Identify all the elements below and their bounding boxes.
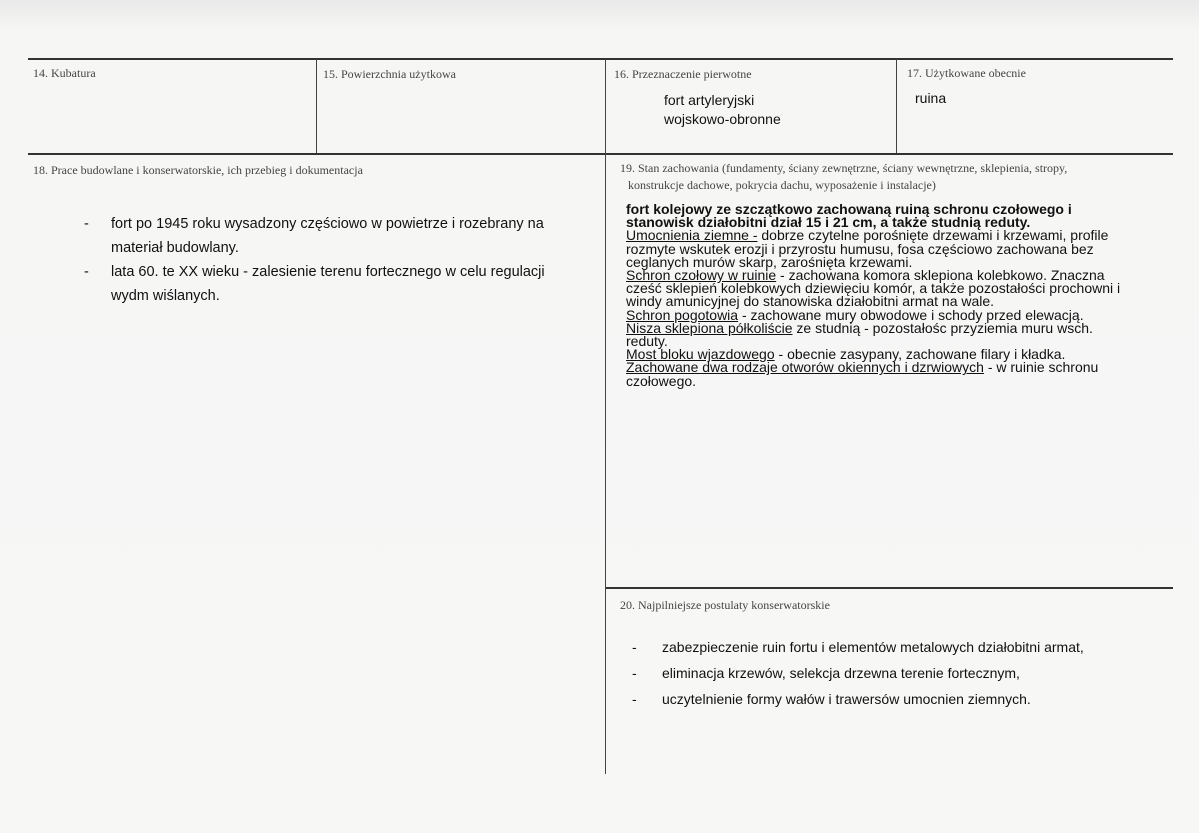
list-item-text: uczytelnienie formy wałów i trawersów umocnien ziemnych. — [662, 691, 1031, 707]
list-dash: - — [84, 264, 89, 280]
divider-15-16 — [605, 59, 606, 774]
field-16-value-line1: fort artyleryjski — [664, 92, 755, 108]
field-16-value-line2: wojskowo-obronne — [664, 111, 781, 127]
entry-text: - w ruinie schronu czołowego. — [626, 359, 1099, 389]
field-16-label: 16. Przeznaczenie pierwotne — [614, 67, 752, 81]
list-item-text: fort po 1945 roku wysadzony częściowo w powietrze i rozebrany na materiał budowlany. — [111, 216, 544, 256]
list-item — [632, 686, 1172, 712]
list-item — [84, 212, 584, 260]
list-item-text: lata 60. te XX wieku - zalesienie terenu fortecznego w celu regulacji wydm wiślanych. — [111, 264, 545, 304]
entry-term: Schron pogotowia — [626, 306, 739, 323]
condition-entry — [626, 361, 1121, 387]
entry-text: - obecnie zasypany, zachowane filary i kładka. — [774, 346, 1066, 363]
field-18-label: 18. Prace budowlane i konserwatorskie, ich przebieg i dokumentacja — [33, 163, 363, 177]
field-14-label: 14. Kubatura — [33, 66, 96, 80]
field-19-label-line2: konstrukcje dachowe, pokrycia dachu, wyposażenie i instalacje) — [628, 178, 936, 192]
list-dash: - — [632, 639, 637, 655]
list-item — [632, 634, 1172, 660]
section-20-rule — [605, 587, 1173, 589]
field-20-label: 20. Najpilniejsze postulaty konserwatorskie — [620, 598, 830, 612]
field-17-value: ruina — [915, 90, 947, 106]
list-dash: - — [632, 691, 637, 707]
condition-entry — [626, 229, 1121, 269]
entry-term: Umocnienia ziemne - — [626, 227, 758, 244]
list-item — [84, 260, 584, 308]
field-15-label: 15. Powierzchnia użytkowa — [323, 67, 456, 81]
mid-rule — [28, 153, 1173, 155]
entry-text: - zachowane mury obwodowe i schody przed elewacją. — [738, 306, 1084, 323]
entry-text: - zachowana komora sklepiona kolebkowo. Znaczna cześć sklepień kolebkowych dziewięciu komór, a także pozostałości prochowni i windy amunicyjnej do stanowiska działobitni armat na wale. — [626, 267, 1121, 310]
field-19-label-line1: 19. Stan zachowania (fundamenty, ściany zewnętrzne, ściany wewnętrzne, sklepienia, stropy, — [620, 161, 1068, 175]
list-dash: - — [84, 216, 89, 232]
entry-term: Schron czołowy w ruinie — [626, 267, 777, 284]
list-item-text: zabezpieczenie ruin fortu i elementów metalowych działobitni armat, — [662, 639, 1084, 655]
condition-entry — [626, 269, 1121, 309]
field-19-text — [626, 203, 1121, 388]
field-17-label: 17. Użytkowane obecnie — [907, 66, 1026, 80]
list-item-text: eliminacja krzewów, selekcja drzewna terenie fortecznym, — [662, 665, 1020, 681]
divider-14-15 — [316, 59, 317, 153]
condition-entry — [626, 319, 1121, 350]
entry-text: dobrze czytelne porośnięte drzewami i krzewami, profile rozmyte wskutek erozji i przyrostu humusu, fosa częściowo zachowana bez ceglanych murów skarp, zarośnięta krzewami. — [626, 227, 1109, 270]
entry-term: Nisza sklepiona półkoliście — [626, 319, 793, 336]
field-20-list — [632, 634, 1172, 712]
divider-16-17 — [896, 59, 897, 153]
list-item — [632, 660, 1172, 686]
entry-text: ze studnią - pozostałośc przyziemia muru wsch. reduty. — [626, 319, 1093, 350]
entry-term: Most bloku wjazdowego — [626, 346, 775, 363]
top-rule — [28, 58, 1173, 60]
entry-term: Zachowane dwa rodzaje otworów okiennych i dzrwiowych — [626, 359, 984, 376]
list-dash: - — [632, 665, 637, 681]
field-18-list — [84, 212, 584, 308]
field-19-intro: fort kolejowy ze szczątkowo zachowaną ruiną schronu czołowego i stanowisk działobitni dział 15 i 21 cm, a także studnią reduty. — [626, 201, 1072, 231]
